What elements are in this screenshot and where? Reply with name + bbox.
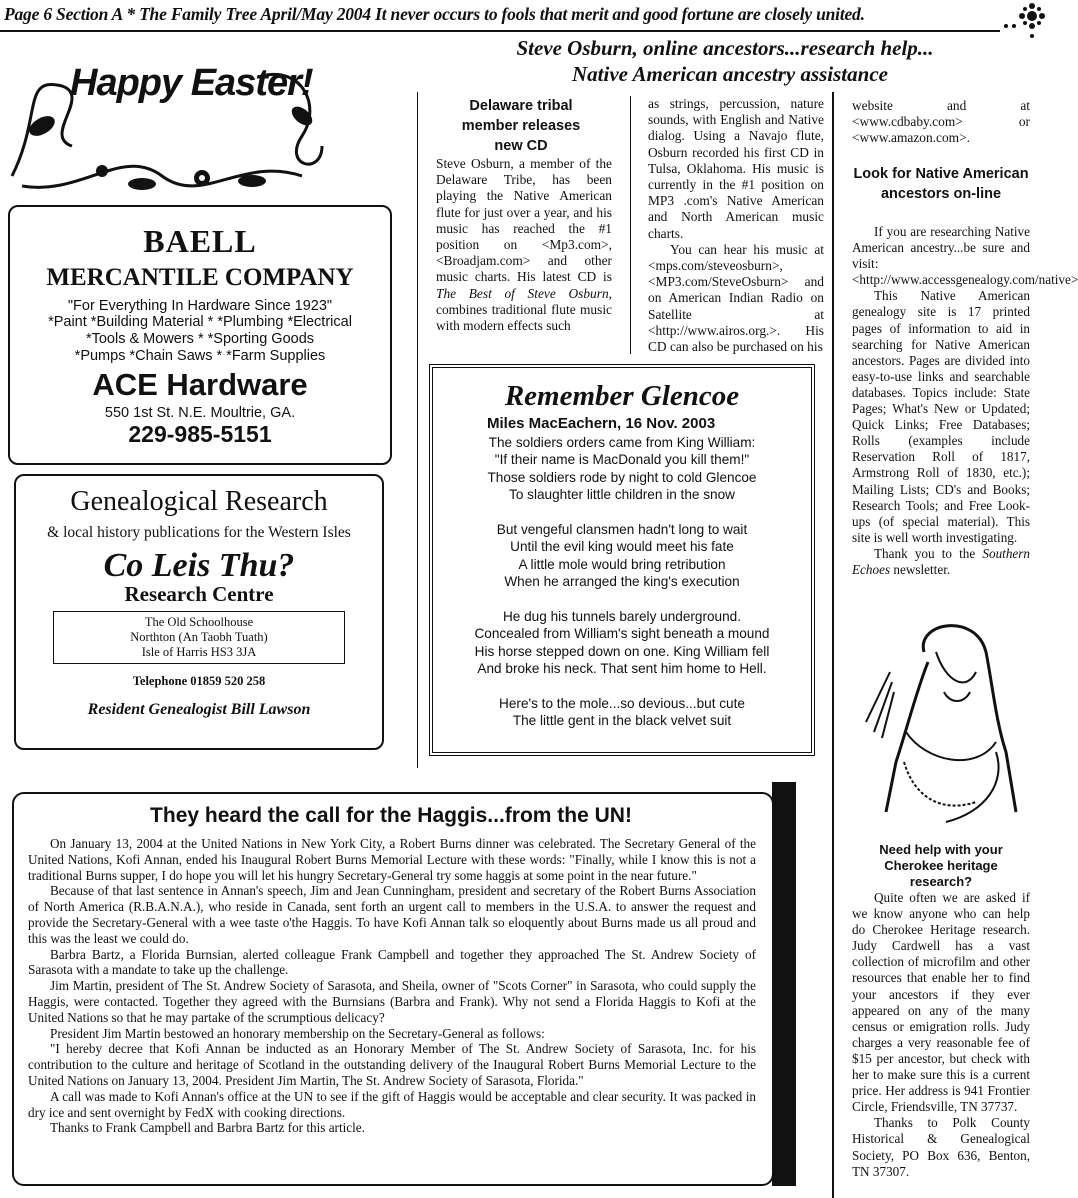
haggis-title: They heard the call for the Haggis...from the UN! <box>150 804 632 827</box>
haggis-para: President Jim Martin bestowed an honorary membership on the Secretary-General as follows: <box>50 1025 545 1041</box>
glencoe-author: Miles MacEachern, 16 Nov. 2003 <box>487 415 716 432</box>
haggis-para: Jim Martin, president of The St. Andrew Society of Sarasota, and Sheila, owner of "Scots Corner" in Sarasota, who could supply the Haggis, were contacted. Together they agreed with the Burnsians (Barbra and Frank). Why not send a Florida Haggis to Kofi at the United Nations so that he may partake of the scrumptious delicacy? <box>28 978 756 1025</box>
poem-line: Those soldiers rode by night to cold Glencoe <box>487 469 757 485</box>
geneal-tel: Telephone 01859 520 258 <box>132 674 266 688</box>
osburn-col2a-text: as strings, percussion, nature sounds, with English and Native dialog. Using a Navajo flute, Osburn recorded his first CD in Tulsa, Oklahoma. His music is currently in the #1 position on MP3 .com's Native American and North American music charts. <box>648 96 824 241</box>
poem-line: "If their name is MacDonald you kill them!" <box>494 452 750 468</box>
geneal-addr-3: Isle of Harris HS3 3JA <box>141 645 257 659</box>
poem-line: And broke his neck. That sent him home to Hell. <box>477 661 767 677</box>
haggis-para: On January 13, 2004 at the United Nations in New York City, a Robert Burns dinner was celebrated. The Secretary General of the United Nations, Kofi Annan, ended his Inaugural Robert Burns Memorial Lecture with these words: "Finally, while I know this is not a traditional Burns supper, I do hope you will let his hungry Secretary-General try some haggis at some point in the near future." <box>28 836 756 883</box>
right-p1: If you are researching Native American ancestry...be sure and visit: <http://www.accessgenealogy.com/native> <box>852 224 1078 288</box>
poem-line: A little mole would bring retribution <box>518 556 726 572</box>
haggis-para: Because of that last sentence in Annan's speech, Jim and Jean Cunningham, president and secretary of the Robert Burns Association of North America (R.B.A.N.A.), who reside in Canada, sent forth an urgent call to members in the U.S.A. to answer the request and provide the Secretary-General with a wee taste o'the Haggis. To have Kofi Annan talk so eloquently about Burns made us all proud and this was the least we could do. <box>28 883 756 946</box>
baell-address: 550 1st St. N.E. Moultrie, GA. <box>104 405 296 421</box>
right-body-2 <box>852 890 1030 1180</box>
baell-tagline: "For Everything In Hardware Since 1923" <box>67 298 333 314</box>
baell-phone: 229-985-5151 <box>128 421 272 447</box>
osburn-col-1 <box>436 156 612 334</box>
genealogical-ad <box>14 474 384 750</box>
haggis-body <box>28 836 756 1136</box>
poem-line: Here's to the mole...so devious...but cute <box>499 696 745 712</box>
right-head-2: Need help with your Cherokee heritage research? <box>879 842 1003 889</box>
baell-brand: ACE Hardware <box>92 367 308 402</box>
baell-ad <box>8 205 392 465</box>
geneal-address-box <box>53 611 345 664</box>
osburn-col2b-text: You can hear his music at <mps.com/steveosburn>, <MP3.com/SteveOsburn> and on American Indian Radio on Satellite at <http://www.airos.org.>. His CD can also be purchased on his <box>648 241 824 355</box>
native-american-portrait <box>846 612 1036 832</box>
geneal-title: Genealogical Research <box>70 486 328 517</box>
osburn-cd-title: The Best of Steve Osburn, <box>436 285 612 301</box>
geneal-name: Co Leis Thu? <box>103 547 295 584</box>
osburn-col1b-text: combines traditional flute music with modern effects such <box>436 301 612 334</box>
right-p3 <box>852 546 1030 578</box>
glencoe-lines <box>433 434 811 730</box>
osburn-col1-text: Steve Osburn, a member of the Delaware Tribe, has been playing the Native American flute for just over a year, and his music has reached the #1 position on <Mp3.com>, <Broadjam.com> and other music charts. His latest CD is <box>436 156 612 285</box>
right-p3c: newsletter. <box>893 561 951 577</box>
haggis-para: "I hereby decree that Kofi Annan be inducted as an Honorary Member of The St. Andrew Society of Sarasota, Inc. for his contribution to the culture and heritage of Scotland in the outstanding delivery of the Inaugural Robert Burns Memorial Lecture to the United Nations on January 13, 2004. President Jim Martin, The St. Andrew Society of Sarasota, Florida." <box>28 1041 756 1088</box>
right-top: website and at <www.cdbaby.com> or <www.amazon.com>. <box>852 98 1030 146</box>
poem-line: To slaughter little children in the snow <box>509 487 735 503</box>
geneal-resident: Resident Genealogist Bill Lawson <box>87 701 311 718</box>
poem-line: The little gent in the black velvet suit <box>512 713 732 729</box>
right-head-1: Look for Native American ancestors on-line <box>853 166 1029 202</box>
right-p3a: Thank you to the <box>874 545 976 561</box>
right-q1: Quite often we are asked if we know anyone who can help do Cherokee Heritage research. Judy Cardwell has a vast collection of microfilm and other resources that enable her to find your ancestors if they ever appeared on any of the many census or emigration rolls. Judy charges a very reasonable fee of $15 per ancestor, but check with her to make sure this is a current price. Her address is 941 Frontier Circle, Friendsville, TN 37737. <box>852 890 1030 1115</box>
haggis-para: A call was made to Kofi Annan's office at the UN to see if the gift of Haggis would be acceptable and clear security. It was packed in dry ice and sent overnight by FedX with cooking directions. <box>28 1088 756 1120</box>
glencoe-title: Remember Glencoe <box>504 380 740 412</box>
poem-line: His horse stepped down on one. King William fell <box>474 643 770 659</box>
geneal-sub: & local history publications for the Western Isles <box>47 524 351 541</box>
poem-line: The soldiers orders came from King William: <box>488 435 756 450</box>
poem-line: But vengeful clansmen hadn't long to wait <box>496 522 748 538</box>
easter-title: Happy Easter! <box>70 62 313 104</box>
right-q2: Thanks to Polk County Historical & Genealogical Society, PO Box 636, Benton, TN 37307. <box>852 1115 1030 1179</box>
glencoe-box <box>429 364 815 756</box>
osburn-title-1: Steve Osburn, online ancestors...research help... <box>516 36 934 60</box>
page-header: Page 6 Section A * The Family Tree April/May 2004 It never occurs to fools that merit and good fortune are closely united. <box>4 4 865 24</box>
poem-line: He dug his tunnels barely underground. <box>502 609 742 625</box>
haggis-para: Thanks to Frank Campbell and Barbra Bartz for this article. <box>50 1120 365 1136</box>
geneal-centre: Research Centre <box>124 582 274 606</box>
baell-items-1: *Paint *Building Material * *Plumbing *Electrical <box>48 314 352 330</box>
baell-name: BAELL <box>143 223 257 259</box>
baell-items-3: *Pumps *Chain Saws * *Farm Supplies <box>74 348 326 364</box>
osburn-title-2: Native American ancestry assistance <box>572 62 888 86</box>
right-body-1 <box>852 224 1078 578</box>
osburn-col-2 <box>648 96 824 355</box>
osburn-head: Delaware tribal member releases new CD <box>461 98 581 154</box>
geneal-addr-1: The Old Schoolhouse <box>144 615 254 629</box>
baell-items-2: *Tools & Mowers * *Sporting Goods <box>85 331 315 347</box>
poem-line: Concealed from William's sight beneath a mound <box>474 626 770 642</box>
right-p3b: Southern Echoes <box>852 545 1031 577</box>
haggis-para: Barbra Bartz, a Florida Burnsian, alerted colleague Frank Campbell and together they approached The St. Andrew Society of Sarasota with a mandate to take up the challenge. <box>28 946 756 978</box>
poem-line: Until the evil king would meet his fate <box>510 539 734 555</box>
right-p2: This Native American genealogy site is 17 printed pages of information to aid in searching for Native American ancestors. Pages are divided into easy-to-use links and searchable databases. Topics include: State Pages; What's New or Updated; Quick Links; Free Databases; Rolls (examples include Reservation Roll of 1817, Armstrong Roll of 1830, etc.); Mailing Lists; CD's and Books; Research Tools; and Free Look-ups (of special material). This site is well worth investigating. <box>852 288 1030 545</box>
baell-company: MERCANTILE COMPANY <box>46 264 354 291</box>
geneal-addr-2: Northton (An Taobh Tuath) <box>130 630 268 644</box>
poem-line: When he arranged the king's execution <box>504 574 740 590</box>
shadow-bar <box>772 782 796 1186</box>
